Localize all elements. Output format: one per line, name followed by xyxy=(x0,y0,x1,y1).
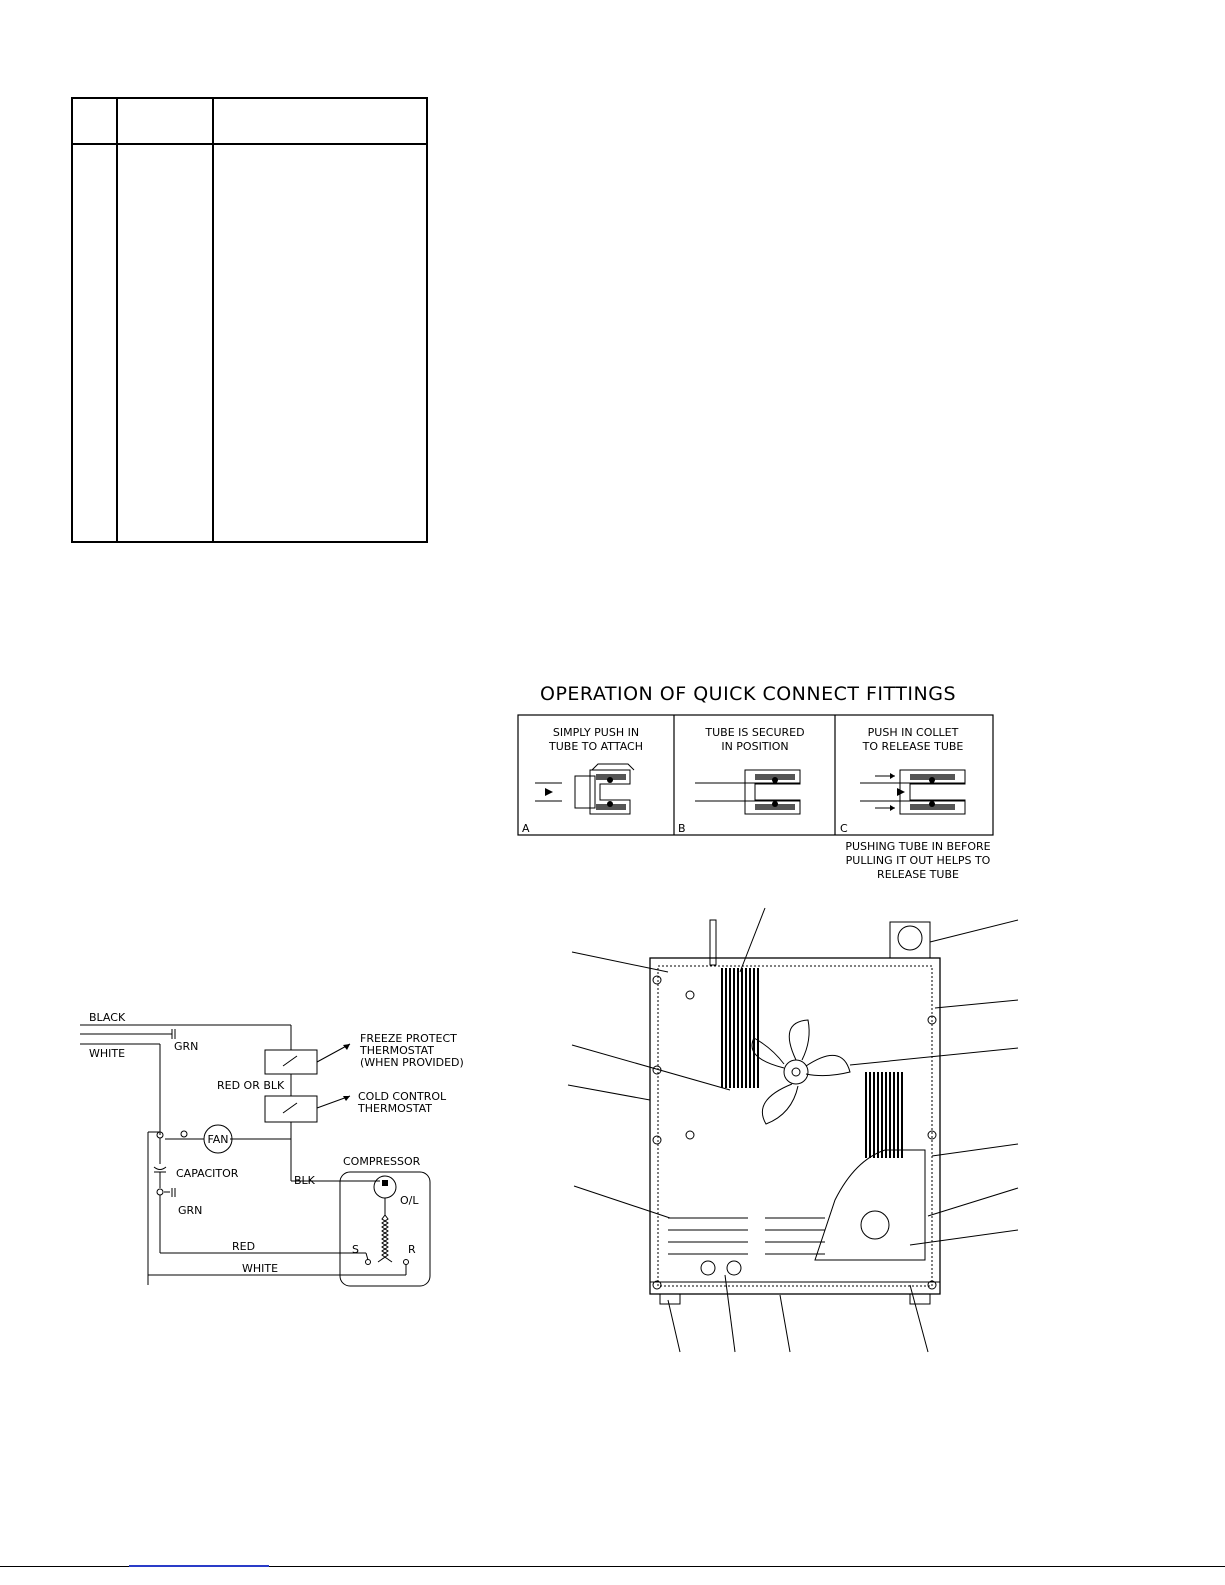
panel-b xyxy=(678,726,805,835)
label-grn-bottom: GRN xyxy=(178,1204,203,1217)
label-blk: BLK xyxy=(294,1174,315,1187)
label-white: WHITE xyxy=(89,1047,126,1060)
label-black: BLACK xyxy=(89,1011,126,1024)
panel-c xyxy=(840,726,965,835)
panel-a-line2: TUBE TO ATTACH xyxy=(549,740,643,753)
panel-b-line1: TUBE IS SECURED xyxy=(705,726,805,739)
label-freeze-2: THERMOSTAT xyxy=(360,1044,434,1057)
panel-b-letter: B xyxy=(678,822,686,835)
panel-a xyxy=(522,726,643,835)
label-fan: FAN xyxy=(207,1133,229,1146)
footer-link-underline xyxy=(129,1565,269,1567)
label-white-bottom: WHITE xyxy=(242,1262,279,1275)
label-freeze-1: FREEZE PROTECT xyxy=(360,1032,457,1045)
quick-connect-figure xyxy=(500,670,1020,885)
note-line2: PULLING IT OUT HELPS TO xyxy=(845,854,991,867)
label-s: S xyxy=(352,1243,359,1256)
panel-b-line2: IN POSITION xyxy=(721,740,789,753)
note-line1: PUSHING TUBE IN BEFORE xyxy=(845,840,991,853)
label-compressor: COMPRESSOR xyxy=(343,1155,421,1168)
label-capacitor: CAPACITOR xyxy=(176,1167,239,1180)
label-grn-top: GRN xyxy=(174,1040,199,1053)
panel-a-letter: A xyxy=(522,822,530,835)
panel-a-line1: SIMPLY PUSH IN xyxy=(552,726,640,739)
label-r: R xyxy=(408,1243,416,1256)
label-freeze-3: (WHEN PROVIDED) xyxy=(360,1056,464,1069)
panel-c-letter: C xyxy=(840,822,848,835)
label-cold-1: COLD CONTROL xyxy=(358,1090,447,1103)
quick-connect-title: OPERATION OF QUICK CONNECT FITTINGS xyxy=(540,683,957,705)
label-red: RED xyxy=(232,1240,256,1253)
label-ol: O/L xyxy=(400,1194,419,1207)
parts-table xyxy=(0,0,440,560)
label-red-or-blk: RED OR BLK xyxy=(217,1079,285,1092)
note-line3: RELEASE TUBE xyxy=(877,868,959,881)
label-cold-2: THERMOSTAT xyxy=(358,1102,432,1115)
unit-exploded-view xyxy=(560,900,1035,1360)
wiring-diagram xyxy=(80,1000,480,1300)
panel-c-line1: PUSH IN COLLET xyxy=(867,726,959,739)
panel-c-line2: TO RELEASE TUBE xyxy=(862,740,964,753)
